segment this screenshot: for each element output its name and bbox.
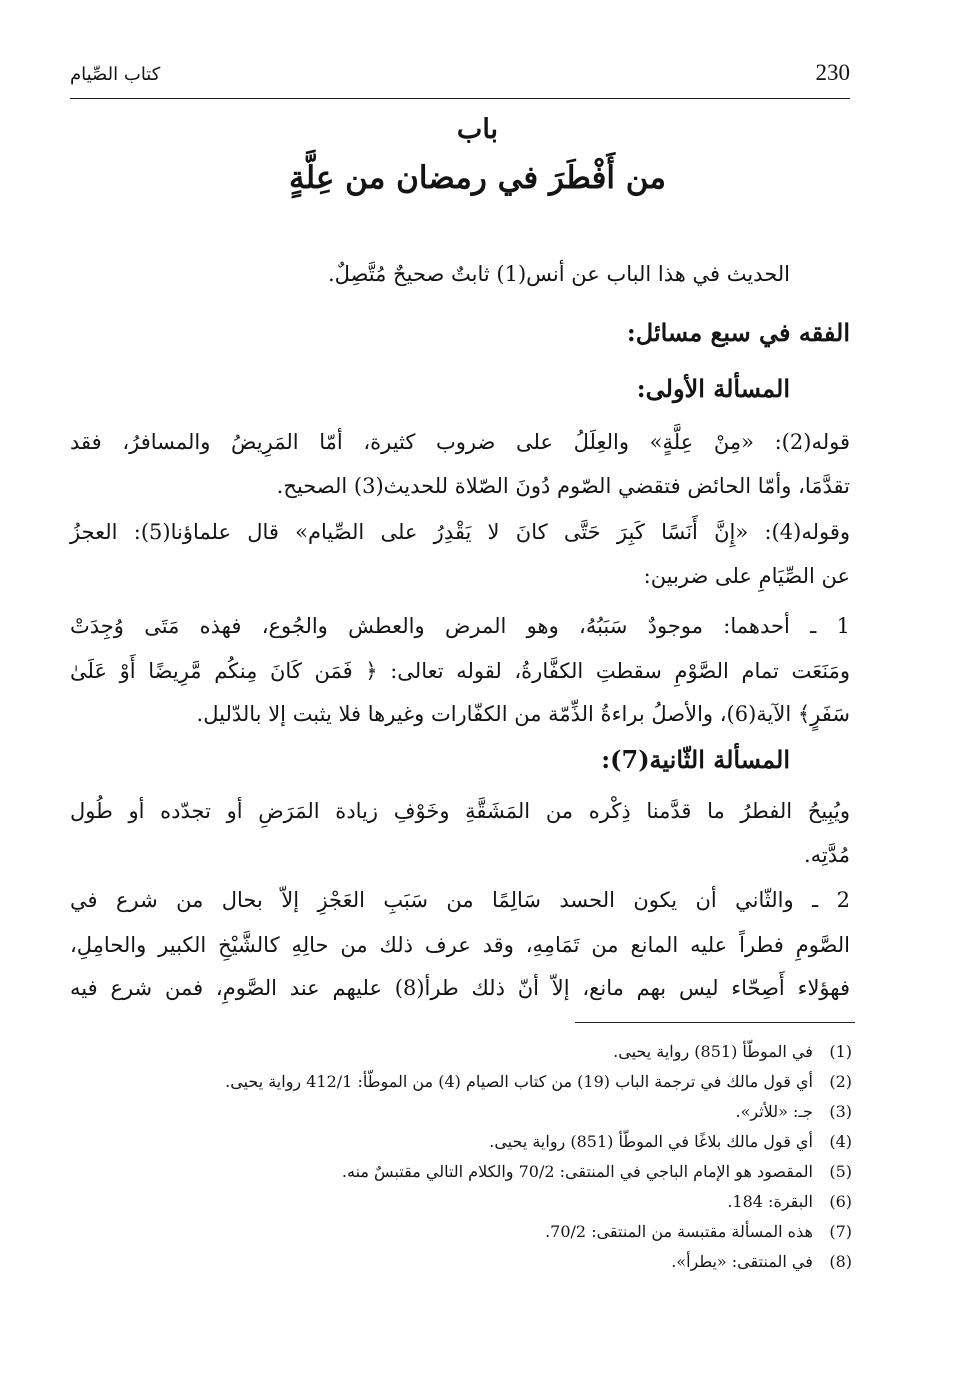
issue-heading: المسألة الأولى: xyxy=(636,374,790,403)
footnote xyxy=(342,1162,852,1181)
body-line: مُدَّتِه. xyxy=(803,843,850,867)
footnote-number: (1) xyxy=(829,1042,852,1061)
footnote-text: المقصود هو الإمام الباجي في المنتقى: 70/2 والكلام التالي مقتبسٌ منه. xyxy=(341,1162,813,1181)
section-heading: الفقه في سبع مسائل: xyxy=(626,318,850,347)
footnote-number: (6) xyxy=(829,1192,852,1211)
footnote-text: أي قول مالك بلاغًا في الموطّأ (851) رواية يحيى. xyxy=(489,1132,813,1151)
footnote xyxy=(671,1252,852,1271)
footnote xyxy=(735,1102,852,1121)
body-line: الصَّومِ فطراً عليه المانع من تَمَامِهِ، وقد عرف ذلك من حالِهِ كالشَّيْخِ الكبير والحامِلِ، xyxy=(70,933,850,957)
chapter-label: باب xyxy=(456,114,499,145)
footnote-text: في الموطّأ (851) رواية يحيى. xyxy=(613,1042,813,1061)
body-line: سَفَرٍ﴾ الآية(6)، والأصلُ براءةُ الذِّمّة من الكفّارات وغيرها فلا يثبت إلا بالدّليل. xyxy=(196,702,850,726)
footnote-number: (5) xyxy=(829,1162,852,1181)
footnote xyxy=(489,1132,852,1151)
footnote-text: جـ: «للأثر». xyxy=(735,1102,813,1121)
footnote-text: أي قول مالك في ترجمة الباب (19) من كتاب الصيام (4) من الموطّأ: 412/1 رواية يحيى. xyxy=(225,1072,813,1091)
page-header xyxy=(70,58,850,99)
running-title: كتاب الصِّيام xyxy=(70,64,161,85)
body-line: الحديث في هذا الباب عن أنس(1) ثابتٌ صحيحٌ مُتَّصِلٌ. xyxy=(328,262,790,286)
footnote xyxy=(225,1072,852,1091)
issue-heading: المسألة الثّانية(7): xyxy=(601,745,790,774)
body-line: ومَنَعَت تمام الصَّوْمِ سقطتِ الكفَّارةُ، لقوله تعالى: ﴿ فَمَن كَانَ مِنكُم مَّرِيضًا أَوْ عَلَىٰ xyxy=(70,659,850,683)
footnote-number: (2) xyxy=(829,1072,852,1091)
footnote xyxy=(613,1042,852,1061)
body-line: عن الصِّيَامِ على ضربين: xyxy=(643,564,850,588)
body-line: 1 ـ أحدهما: موجودٌ سَبَبُهُ، وهو المرض والعطش والجُوع، فهذه مَتَى وُجِدَتْ xyxy=(70,614,850,638)
body-line: 2 ـ والثّاني أن يكون الحسد سَالِمًا من سَبَبِ العَجْزِ إلاّ بحال من شرع في xyxy=(70,888,850,912)
footnote-number: (7) xyxy=(829,1222,852,1241)
page-number: 230 xyxy=(815,60,850,85)
footnote-number: (8) xyxy=(829,1252,852,1271)
footnote xyxy=(727,1192,852,1211)
body-line: قوله(2): «مِنْ عِلَّةٍ» والعِلَلُ على ضروب كثيرة، أمّا المَرِيضُ والمسافرُ، فقد xyxy=(70,430,850,454)
body-line: وقوله(4): «إِنَّ أَنَسًا كَبِرَ حَتَّى كانَ لا يَقْدِرُ على الصِّيام» قال علماؤنا(5): العجزُ xyxy=(70,520,851,544)
footnote-number: (3) xyxy=(829,1102,852,1121)
body-line: ويُبِيحُ الفطرُ ما قدَّمنا ذِكْره من المَشَقَّةِ وخَوْفِ زيادة المَرَضِ أو تجدّده أو طُول xyxy=(70,799,850,823)
footnote-text: في المنتقى: «يطرأ». xyxy=(671,1252,813,1271)
footnote-text: البقرة: 184. xyxy=(727,1192,813,1211)
footnote-number: (4) xyxy=(829,1132,852,1151)
footnote xyxy=(545,1222,852,1241)
body-line: فهؤلاء أَصِحّاء ليس بهم مانع، إلاّ أنّ ذلك طرأ(8) عليهم عند الصَّومِ، فمن شرع فيه xyxy=(70,976,850,1000)
footnote-divider xyxy=(575,1022,855,1023)
footnote-text: هذه المسألة مقتبسة من المنتقى: 70/2. xyxy=(545,1222,813,1241)
body-line: تقدَّمَا، وأمّا الحائض فتقضي الصّوم دُونَ الصّلاة للحديث(3) الصحيح. xyxy=(276,474,850,498)
chapter-title: من أَفْطَرَ في رمضان من عِلَّةٍ xyxy=(288,160,667,196)
